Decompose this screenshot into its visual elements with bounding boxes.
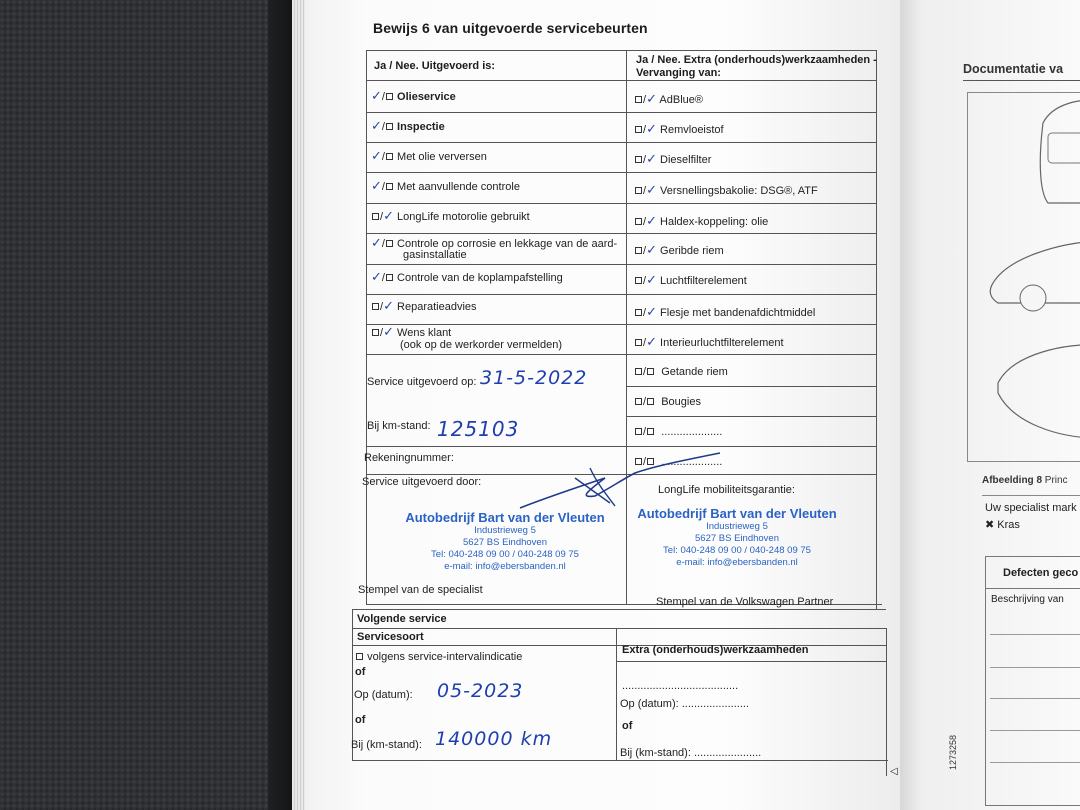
item-wens-klant: /✓ Wens klant <box>371 326 451 340</box>
car-outline-icon <box>968 93 1080 463</box>
checkbox-icon <box>635 156 642 163</box>
grid-line <box>876 50 877 610</box>
row-line <box>366 172 876 173</box>
uw-specialist-text: Uw specialist mark <box>985 502 1077 514</box>
specialist-stamp <box>400 510 610 573</box>
checkbox-icon <box>356 653 363 660</box>
extra-label: .................... <box>661 426 723 438</box>
km-stand-label: Bij km-stand: <box>367 420 431 432</box>
left-column-header: Ja / Nee. Uitgevoerd is: <box>374 60 496 72</box>
row-line <box>366 203 876 204</box>
of-label: of <box>355 666 366 678</box>
check-mark-icon: ✓ <box>646 152 657 167</box>
check-mark-icon: ✓ <box>371 119 382 134</box>
checkbox-icon <box>635 428 642 435</box>
check-mark-icon: ✓ <box>383 209 394 224</box>
extra-label: Bougies <box>661 396 701 408</box>
beschrijving-header: Beschrijving van <box>991 594 1064 605</box>
service-date-label: Service uitgevoerd op: <box>367 376 477 388</box>
grid-line <box>616 628 617 760</box>
grid-line <box>352 609 353 760</box>
item-longlife: /✓ LongLife motorolie gebruikt <box>371 210 530 224</box>
extra-remvloeistof: /✓ Remvloeistof <box>634 123 724 137</box>
next-km-handwritten: 140000 km <box>435 728 553 750</box>
checkbox-icon <box>386 93 393 100</box>
check-mark-icon: ✓ <box>646 273 657 288</box>
item-label: Olieservice <box>397 91 456 103</box>
kras-legend: ✖ Kras <box>985 519 1020 531</box>
item-koplamp: ✓/ Controle van de koplampafstelling <box>371 270 563 285</box>
check-mark-icon: ✓ <box>371 179 382 194</box>
extra-haldex: /✓ Haldex-koppeling: olie <box>634 215 768 229</box>
item-olie-verversen: ✓/ Met olie verversen <box>371 149 487 164</box>
row-line <box>366 112 876 113</box>
stamp-city: 5627 BS Eindhoven <box>695 533 779 544</box>
extra-luchtfilter: /✓ Luchtfilterelement <box>634 274 747 288</box>
check-mark-icon: ✓ <box>646 243 657 258</box>
extra-blank-2: / .................... <box>634 456 722 469</box>
row-line <box>366 233 876 234</box>
check-mark-icon: ✓ <box>646 335 657 350</box>
extra-blank-1: / .................... <box>634 426 722 439</box>
grid-line <box>366 80 876 81</box>
stamp-tel: Tel: 040-248 09 00 / 040-248 09 75 <box>663 545 811 556</box>
check-mark-icon: ✓ <box>371 270 382 285</box>
page-code: 1273258 <box>948 734 958 770</box>
row-line <box>366 354 876 355</box>
extra-dieselfilter: /✓ Dieselfilter <box>634 153 711 167</box>
grid-line <box>616 661 886 662</box>
row-line <box>366 446 876 447</box>
checkbox-icon <box>386 274 393 281</box>
check-mark-icon: ✓ <box>646 214 657 229</box>
next-km-label: Bij (km-stand): <box>351 739 422 751</box>
stamp-email: e-mail: info@ebersbanden.nl <box>444 561 566 572</box>
stempel-partner-label: Stempel van de Volkswagen Partner <box>656 596 834 608</box>
extra-versnellingsbakolie: /✓ Versnellingsbakolie: DSG®, ATF <box>634 184 818 198</box>
extra-getande-riem: / Getande riem <box>634 366 728 379</box>
extra-label: Remvloeistof <box>660 124 724 136</box>
row-line <box>626 416 876 417</box>
grid-line <box>886 628 887 776</box>
extra-label: Dieselfilter <box>660 154 712 166</box>
grid-line <box>626 50 627 605</box>
row-line <box>366 264 876 265</box>
item-aanvullende-controle: ✓/ Met aanvullende controle <box>371 179 520 194</box>
grid-line <box>990 667 1080 668</box>
item-label: Met aanvullende controle <box>397 181 520 193</box>
row-line <box>366 294 876 295</box>
checkbox-icon <box>372 329 379 336</box>
servicesoort-header: Servicesoort <box>357 631 424 643</box>
extra-bandenafdichtmiddel: /✓ Flesje met bandenafdichtmiddel <box>634 306 815 320</box>
row-line <box>366 142 876 143</box>
next-date-label: Op (datum): <box>354 689 413 701</box>
car-diagram-box <box>967 92 1080 462</box>
item-corrosie: ✓/ Controle op corrosie en lekkage van de aard- <box>371 236 618 251</box>
checkbox-icon <box>635 96 642 103</box>
stempel-specialist-label: Stempel van de specialist <box>358 584 483 596</box>
extra-km: Bij (km-stand): ...................... <box>620 747 762 759</box>
extra-bougies: / Bougies <box>634 396 701 409</box>
check-mark-icon: ✓ <box>371 236 382 251</box>
page-title: Bewijs 6 van uitgevoerde servicebeurten <box>373 20 648 36</box>
checkbox-icon <box>635 126 642 133</box>
grid-line <box>990 634 1080 635</box>
extra-label: Versnellingsbakolie: DSG®, ATF <box>660 185 818 197</box>
row-line <box>366 324 876 325</box>
item-wens-klant-line2: (ook op de werkorder vermelden) <box>400 339 563 351</box>
checkbox-icon <box>647 368 654 375</box>
grid-line <box>990 762 1080 763</box>
stamp-email: e-mail: info@ebersbanden.nl <box>676 557 798 568</box>
item-label: Controle op corrosie en lekkage van de aard- <box>397 238 618 250</box>
item-reparatieadvies: /✓ Reparatieadvies <box>371 300 477 314</box>
checkbox-icon <box>635 368 642 375</box>
checkbox-icon <box>635 309 642 316</box>
checkbox-icon <box>635 218 642 225</box>
corner-triangle-icon: ◁ <box>890 766 898 777</box>
grid-line <box>985 588 1080 589</box>
km-stand-handwritten: 125103 <box>437 417 520 441</box>
checkbox-icon <box>635 187 642 194</box>
checkbox-icon <box>635 277 642 284</box>
item-label: Wens klant <box>397 327 452 339</box>
rekeningnummer-label: Rekeningnummer: <box>364 452 454 464</box>
right-column-header: Ja / Nee. Extra (onderhouds)werkzaamheden - <box>636 54 877 66</box>
of-label-2: of <box>355 714 366 726</box>
extra-interieurluchtfilter: /✓ Interieurluchtfilterelement <box>634 336 784 350</box>
item-inspectie: ✓/ Inspectie <box>371 119 445 134</box>
checkbox-icon <box>386 153 393 160</box>
item-label: Controle van de koplampafstelling <box>397 272 563 284</box>
stamp-street: Industrieweg 5 <box>706 521 768 532</box>
grid-line <box>352 609 886 610</box>
extra-label: AdBlue® <box>659 94 703 106</box>
right-page-heading: Documentatie va <box>963 62 1064 76</box>
row-line <box>626 386 876 387</box>
grid-line <box>366 50 876 51</box>
extra-label: Haldex-koppeling: olie <box>660 216 769 228</box>
checkbox-icon <box>372 213 379 220</box>
checkbox-icon <box>635 398 642 405</box>
check-mark-icon: ✓ <box>383 299 394 314</box>
check-mark-icon: ✓ <box>646 183 657 198</box>
grid-line <box>366 50 367 605</box>
checkbox-icon <box>386 123 393 130</box>
extra-dots-line: ...................................... <box>622 680 739 692</box>
checkbox-icon <box>372 303 379 310</box>
check-mark-icon: ✓ <box>646 305 657 320</box>
check-mark-icon: ✓ <box>371 89 382 104</box>
stamp-city: 5627 BS Eindhoven <box>463 537 547 548</box>
stamp-tel: Tel: 040-248 09 00 / 040-248 09 75 <box>431 549 579 560</box>
extra-werkzaamheden-header: Extra (onderhouds)werkzaamheden <box>622 644 809 656</box>
extra-label: Interieurluchtfilterelement <box>660 337 784 349</box>
extra-label: Geribde riem <box>660 245 724 257</box>
next-service-header: Volgende service <box>357 613 447 625</box>
check-mark-icon: ✓ <box>371 149 382 164</box>
fabric-background <box>0 0 300 810</box>
extra-date: Op (datum): ...................... <box>620 698 749 710</box>
check-mark-icon: ✓ <box>383 325 394 340</box>
interval-option <box>355 651 522 664</box>
item-label: Inspectie <box>397 121 445 133</box>
extra-label: .................... <box>661 456 723 468</box>
checkbox-icon <box>647 428 654 435</box>
grid-line <box>990 698 1080 699</box>
extra-adblue: /✓ AdBlue® <box>634 93 703 107</box>
service-date-handwritten: 31-5-2022 <box>480 367 588 389</box>
stamp-name: Autobedrijf Bart van der Vleuten <box>405 510 605 525</box>
checkbox-icon <box>386 240 393 247</box>
item-label: Met olie verversen <box>397 151 487 163</box>
grid-line <box>352 760 888 761</box>
checkbox-icon <box>647 398 654 405</box>
interval-label: volgens service-intervalindicatie <box>367 651 523 663</box>
figure-caption: Afbeelding 8 Princ <box>982 475 1068 486</box>
extra-label: Luchtfilterelement <box>660 275 747 287</box>
cross-icon: ✖ <box>985 519 995 531</box>
defecten-header: Defecten geco <box>1003 567 1079 579</box>
item-label: Reparatieadvies <box>397 301 477 313</box>
checkbox-icon <box>635 339 642 346</box>
partner-stamp <box>632 506 842 569</box>
extra-label: Flesje met bandenafdichtmiddel <box>660 307 816 319</box>
extra-label: Getande riem <box>661 366 728 378</box>
grid-line <box>963 80 1080 81</box>
grid-line <box>990 730 1080 731</box>
stamp-street: Industrieweg 5 <box>474 525 536 536</box>
uitgevoerd-door-label: Service uitgevoerd door: <box>362 476 482 488</box>
item-label: LongLife motorolie gebruikt <box>397 211 530 223</box>
stamp-name: Autobedrijf Bart van der Vleuten <box>637 506 837 521</box>
checkbox-icon <box>635 247 642 254</box>
check-mark-icon: ✓ <box>646 92 657 107</box>
item-corrosie-line2: gasinstallatie <box>403 249 467 261</box>
extra-geribde-riem: /✓ Geribde riem <box>634 244 724 258</box>
check-mark-icon: ✓ <box>646 122 657 137</box>
item-olieservice: ✓/ Olieservice <box>371 89 456 104</box>
grid-line <box>352 628 886 629</box>
longlife-label: LongLife mobiliteitsgarantie: <box>658 484 795 496</box>
of-label-3: of <box>622 720 633 732</box>
right-column-header-2: Vervanging van: <box>636 67 721 79</box>
grid-line <box>982 495 1080 496</box>
checkbox-icon <box>386 183 393 190</box>
next-date-handwritten: 05-2023 <box>437 680 524 702</box>
